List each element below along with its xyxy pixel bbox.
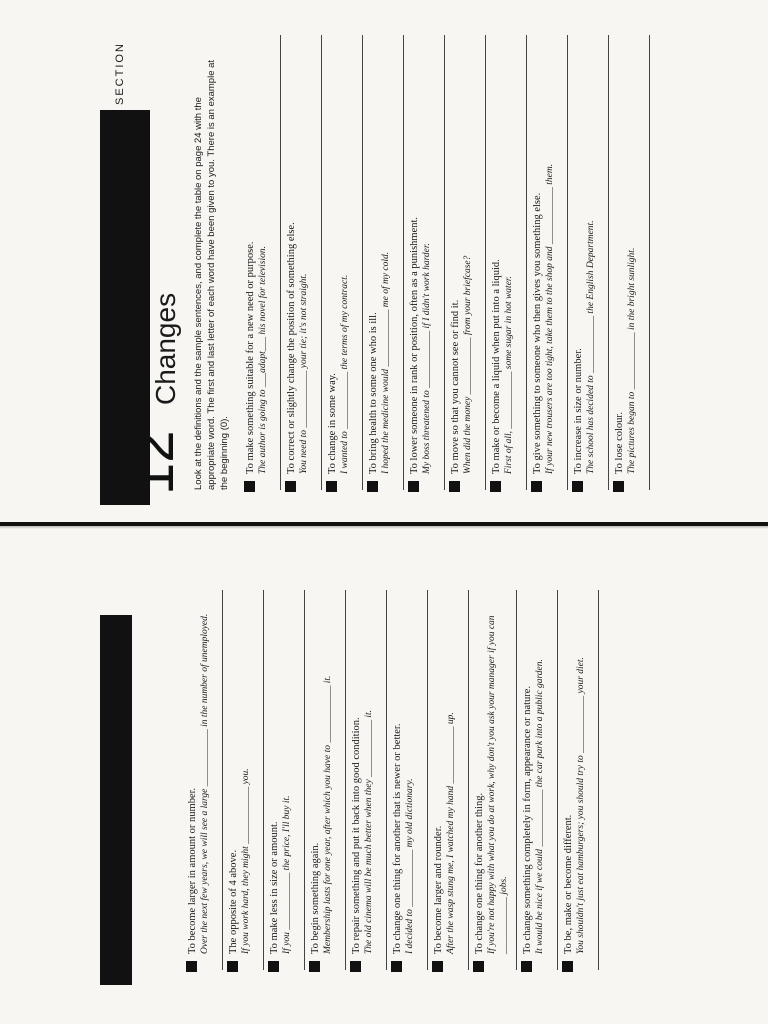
definition: To make or become a liquid when put into a liquid. <box>491 259 502 474</box>
definition: To change in some way. <box>327 373 338 474</box>
item-marker-icon <box>408 481 419 492</box>
example-sentence: First of all, ____________ some sugar in hot water. <box>504 276 514 474</box>
list-item <box>558 590 599 970</box>
page-fold-shadow <box>0 526 768 529</box>
example-sentence: I decided to ____________ my old dictionary. <box>405 778 415 954</box>
example-sentence: After the wasp stung me, I watched my hand ____________ up. <box>446 712 456 954</box>
list-item <box>305 590 346 970</box>
definition: To repair something and put it back into good condition. <box>351 717 362 954</box>
list-item <box>346 590 387 970</box>
example-sentence: The school has decided to ____________ the English Department. <box>586 220 596 474</box>
list-item <box>182 590 223 970</box>
item-marker-icon <box>227 961 238 972</box>
definition: To make something suitable for a new need or purpose. <box>245 241 256 474</box>
item-marker-icon <box>490 481 501 492</box>
item-marker-icon <box>268 961 279 972</box>
item-marker-icon <box>391 961 402 972</box>
item-marker-icon <box>367 481 378 492</box>
list-item <box>281 35 322 490</box>
list-item <box>404 35 445 490</box>
list-item <box>363 35 404 490</box>
exercise-list-right <box>240 35 650 490</box>
left-page <box>100 585 660 985</box>
item-marker-icon <box>473 961 484 972</box>
item-marker-icon <box>449 481 460 492</box>
definition: To become larger and rounder. <box>433 825 444 954</box>
example-sentence: If you're not happy with what you do at work, why don't you ask your manager if you can ____________ jobs. <box>487 615 509 954</box>
list-item <box>469 590 517 970</box>
item-marker-icon <box>531 481 542 492</box>
definition: The opposite of 4 above. <box>228 849 239 954</box>
example-sentence: The pictures began to ____________ in the bright sunlight. <box>627 247 637 474</box>
definition: To become larger in amount or number. <box>187 787 198 954</box>
definition: To begin something again. <box>310 842 321 954</box>
example-sentence: It would be nice if we could ____________ the car park into a public garden. <box>535 659 545 954</box>
left-page-header-bar <box>100 615 132 985</box>
example-sentence: If you work hard, they might ____________ you. <box>241 768 251 954</box>
list-item <box>609 35 650 490</box>
definition: To change something completely in form, appearance or nature. <box>522 685 533 954</box>
definition: To change one thing for another that is newer or better. <box>392 723 403 954</box>
example-sentence: Over the next few years, we will see a large ____________ in the number of unemployed. <box>200 613 210 954</box>
item-marker-icon <box>309 961 320 972</box>
section-label: SECTION <box>114 42 126 105</box>
definition: To make less in size or amount. <box>269 821 280 954</box>
example-sentence: You shouldn't just eat hamburgers; you should try to ____________ your diet. <box>576 657 586 954</box>
item-marker-icon <box>432 961 443 972</box>
exercise-list-left <box>182 590 599 970</box>
example-sentence: I wanted to ____________ the terms of my contract. <box>340 274 350 474</box>
list-item <box>264 590 305 970</box>
definition: To increase in size or number. <box>573 348 584 474</box>
definition: To correct or slightly change the position of something else. <box>286 222 297 474</box>
item-marker-icon <box>350 961 361 972</box>
list-item <box>568 35 609 490</box>
item-marker-icon <box>613 481 624 492</box>
definition: To move so that you cannot see or find it. <box>450 299 461 474</box>
item-marker-icon <box>521 961 532 972</box>
list-item <box>387 590 428 970</box>
example-sentence: Membership lasts for one year, after which you have to ____________ it. <box>323 675 333 954</box>
definition: To lose colour. <box>614 412 625 474</box>
example-sentence: If your new trousers are too tight, take them to the shop and ____________ them. <box>545 163 555 474</box>
example-sentence: The old cinema will be much better when they ____________ it. <box>364 709 374 954</box>
example-sentence: My boss threatened to ____________ if I didn't work harder. <box>422 243 432 474</box>
example-sentence: When did the money ____________ from your briefcase? <box>463 255 473 474</box>
chapter-title: Changes <box>150 292 181 405</box>
list-item <box>517 590 558 970</box>
example-sentence: I hoped the medicine would ____________ me of my cold. <box>381 251 391 474</box>
definition: To lower someone in rank or position, often as a punishment. <box>409 216 420 474</box>
item-marker-icon <box>285 481 296 492</box>
chapter-number: 12 <box>121 430 186 495</box>
definition: To change one thing for another thing. <box>474 792 485 954</box>
item-marker-icon <box>244 481 255 492</box>
list-item <box>322 35 363 490</box>
list-item <box>445 35 486 490</box>
definition: To bring health to some one who is ill. <box>368 312 379 474</box>
instructions: Look at the definitions and the sample sentences, and complete the table on page 24 with the appropriate word. The first and last letter of each word have been given to you. There is an example at the beginning (0). <box>193 59 230 490</box>
example-sentence: The author is going to ___adapt___ his novel for television. <box>258 246 268 474</box>
definition: To give something to someone who then gives you something else. <box>532 192 543 474</box>
example-sentence: You need to ____________ your tie; it's not straight. <box>299 273 309 474</box>
definition: To be, make or become different. <box>563 814 574 954</box>
right-page <box>100 25 660 505</box>
item-marker-icon <box>326 481 337 492</box>
list-item <box>240 35 281 490</box>
item-marker-icon <box>572 481 583 492</box>
example-sentence: If you ____________ the price, I'll buy it. <box>282 795 292 954</box>
item-marker-icon <box>562 961 573 972</box>
item-marker-icon <box>186 961 197 972</box>
list-item <box>223 590 264 970</box>
list-item <box>527 35 568 490</box>
list-item <box>486 35 527 490</box>
list-item <box>428 590 469 970</box>
